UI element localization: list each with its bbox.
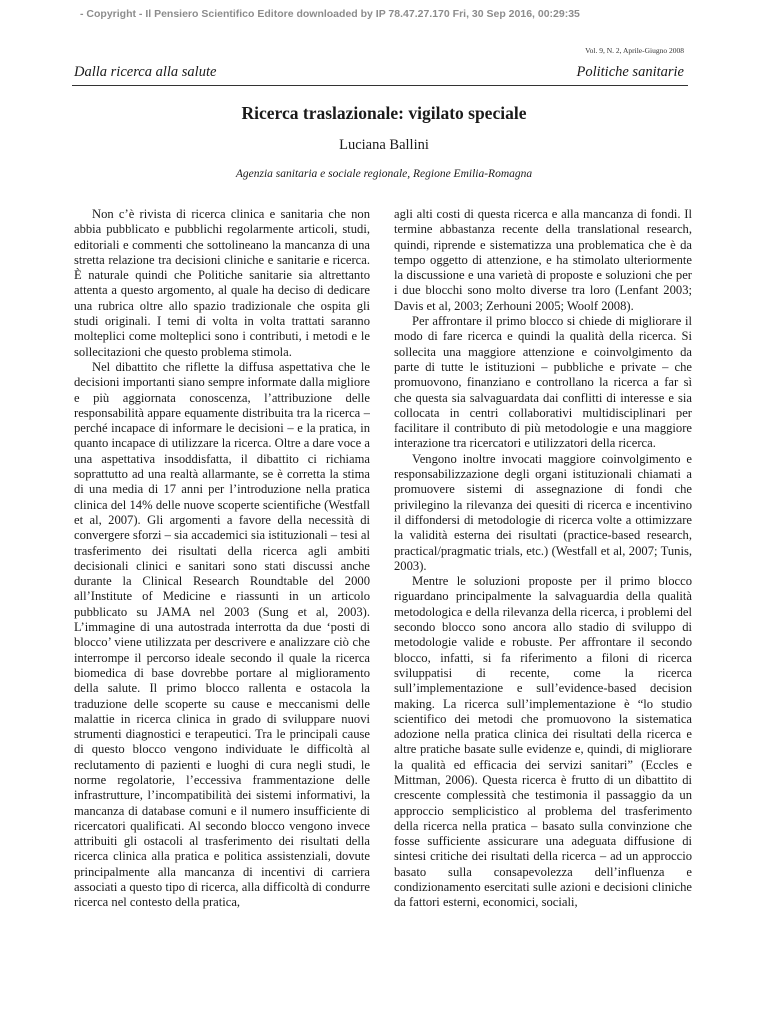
volume-info: Vol. 9, N. 2, Aprile-Giugno 2008 (585, 46, 684, 55)
body-paragraph: Vengono inoltre invocati maggiore coinvolgimento e responsabilizzazione degli organi istituzionali chiamati a promuovere sistemi di assegnazione di fondi che privilegino la rilevanza dei quesiti di ricerca e incentivino il diffondersi di metodologie di ricerca volte a ottimizzare la validità esterna dei risultati (practice-based research, practical/pragmatic trials, etc.) (Westfall et al, 2007; Tunis, 2003). (394, 451, 692, 573)
body-paragraph: Nel dibattito che riflette la diffusa aspettativa che le decisioni importanti siano sempre informate dalla migliore e più aggiornata conoscenza, l’attribuzione delle responsabilità appare equamente distribuita tra la ricerca – perché incapace di informare le decisioni – e la pratica, in quanto incapace di utilizzare la ricerca. Oltre a dare voce a una aspettativa insoddisfatta, il dibattito ci richiama soprattutto ad una realtà allarmante, se è corretta la stima di una media di 17 anni per l’introduzione nella pratica clinica del 14% delle nuove scoperte scientifiche (Westfall et al, 2007). Gli argomenti a favore della necessità di convergere sforzi – sia accademici sia istituzionali – tesi al trasferimento dei risultati della ricerca agli ambiti decisionali clinici e sanitari sono stati discussi anche durante la Clinical Research Roundtable del 2000 all’Institute of Medicine e riassunti in un articolo pubblicato su JAMA nel 2003 (Sung et al, 2003). L’immagine di una autostrada interrotta da due ‘posti di blocco’ viene utilizzata per descrivere e analizzare ciò che interrompe il percorso ideale secondo il quale la ricerca biomedica di base dovrebbe portare al miglioramento della salute. Il primo blocco rallenta e ostacola la traduzione delle scoperte su cause e meccanismi delle malattie in ricerca clinica in grado di sviluppare nuovi strumenti diagnostici e terapeutici. Tra le principali cause di questo blocco vengono individuate le difficoltà al reclutamento di pazienti e luoghi di cura negli studi, le norme regolatorie, l’eccessiva frammentazione delle infrastrutture, l’incompatibilità dei sistemi informativi, la mancanza di database comuni e il numero insufficiente di ricercatori qualificati. Al secondo blocco vengono invece attribuiti gli ostacoli al trasferimento dei risultati della ricerca clinica alla pratica e politica assistenziali, dovute principalmente alla mancanza di incentivi di carriera associati a questo tipo di ricerca, alla difficoltà di condurre ricerca nel contesto della pratica, (74, 359, 370, 910)
body-paragraph: Mentre le soluzioni proposte per il primo blocco riguardano principalmente la salvaguardia della qualità metodologica e della rilevanza della ricerca, i problemi del secondo blocco sono ancora allo stadio di sviluppo di metodologie valide e robuste. Per affrontare il secondo blocco, infatti, si fa riferimento a filoni di ricerca sviluppatisi di recente, come la ricerca sull’implementazione e sull’evidence-based decision making. La ricerca sull’implementazione è “lo studio scientifico dei metodi che promuovono la sistematica adozione nella pratica clinica dei risultati della ricerca e altre pratiche basate sulle evidenze e, quindi, di migliorare la qualità ed efficacia dei servizi sanitari” (Eccles e Mittman, 2006). Questa ricerca è frutto di un dibattito di crescente complessità che testimonia il passaggio da un approccio semplicistico al problema del trasferimento della ricerca nella pratica – basato sulla convinzione che fosse sufficiente assicurare una adeguata diffusione di sintesi critiche dei risultati della ricerca – ad un approccio basato sulla consapevolezza dell’influenza e condizionamento esercitati sulle azioni e decisioni cliniche da fattori esterni, economici, sociali, (394, 574, 692, 910)
article-title: Ricerca traslazionale: vigilato speciale (241, 103, 527, 123)
author-affiliation: Agenzia sanitaria e sociale regionale, Regione Emilia-Romagna (235, 168, 533, 180)
body-column-right (394, 207, 692, 997)
body-column-left (74, 207, 370, 997)
body-paragraph: Non c’è rivista di ricerca clinica e sanitaria che non abbia pubblicato e pubblichi regolarmente articoli, studi, editoriali e commenti che sottolineano la mancanza di una stretta relazione tra decisioni cliniche e sanitarie e ricerca. È naturale quindi che Politiche sanitarie sia altrettanto attenta a questo argomento, al quale ha deciso di dedicare una rubrica oltre allo spazio tradizionale che ospita gli studi originali. I temi di volta in volta trattati saranno molteplici come molteplici sono i contributi, i metodi e le sollecitazioni che questo problema stimola. (74, 207, 370, 359)
copyright-notice: - Copyright - Il Pensiero Scientifico Editore downloaded by IP 78.47.27.170 Fri, 30 Sep 2016, 00:29:35 (80, 8, 580, 20)
article-author: Luciana Ballini (339, 137, 429, 153)
header-rule (72, 85, 688, 86)
body-paragraph: Per affrontare il primo blocco si chiede di migliorare il modo di fare ricerca e quindi la qualità della ricerca. Si sollecita una maggiore attenzione e coinvolgimento da parte di tutte le istituzioni – pubbliche e private – che promuovono, finanziano e controllano la ricerca a far sì che questa sia salvaguardata dai conflitti di interesse e sia collocata in centri collaborativi multidisciplinari per facilitare il contributo di più metodologie e una maggiore interazione tra ricercatori e utilizzatori della ricerca. (394, 314, 692, 451)
body-paragraph: agli alti costi di questa ricerca e alla mancanza di fondi. Il termine abbastanza recente della translational research, quindi, riprende e sistematizza una problematica che è da tempo oggetto di attenzione, e ha stimolato ulteriormente la discussione e una varietà di proposte e soluzioni che per i due blocchi sono molto diverse tra loro (Lenfant 2003; Davis et al, 2003; Zerhouni 2005; Woolf 2008). (394, 207, 692, 313)
section-heading-right: Politiche sanitarie (576, 64, 684, 80)
section-heading-left: Dalla ricerca alla salute (74, 64, 217, 80)
